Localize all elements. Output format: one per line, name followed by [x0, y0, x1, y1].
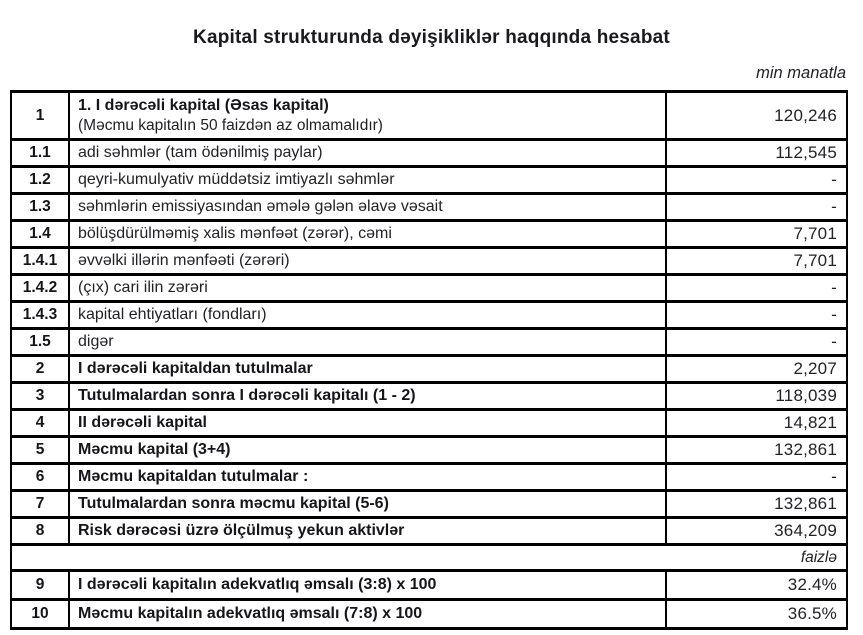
capital-structure-table	[10, 90, 848, 630]
row-number: 9	[11, 571, 69, 600]
page-title: Kapital strukturunda dəyişikliklər haqqında hesabat	[193, 27, 670, 48]
table-row	[11, 275, 847, 302]
row-number: 1.4.2	[11, 275, 69, 302]
row-label: II dərəcəli kapital	[69, 410, 666, 437]
table-row	[11, 464, 847, 491]
row-value: 36.5%	[666, 600, 847, 629]
row-value: 14,821	[666, 410, 847, 437]
row-value: 364,209	[666, 518, 847, 545]
table-row	[11, 437, 847, 464]
row-label: I dərəcəli kapitalın adekvatlıq əmsalı (3:8) x 100	[69, 571, 666, 600]
row-number: 1.4.1	[11, 248, 69, 275]
row-label: I dərəcəli kapitaldan tutulmalar	[69, 356, 666, 383]
row-label: adi səhmlər (tam ödənilmiş paylar)	[69, 140, 666, 167]
row-value: 120,246	[666, 92, 847, 140]
row-label: qeyri-kumulyativ müddətsiz imtiyazlı səhmlər	[69, 167, 666, 194]
unit-separator-row	[11, 545, 847, 571]
row-value: 132,861	[666, 437, 847, 464]
table-row	[11, 221, 847, 248]
row-number: 8	[11, 518, 69, 545]
row-number: 10	[11, 600, 69, 629]
row-label: səhmlərin emissiyasından əmələ gələn əlavə vəsait	[69, 194, 666, 221]
unit-note-percent: faizlə	[11, 545, 847, 571]
row-number: 1.3	[11, 194, 69, 221]
row-number: 1.4.3	[11, 302, 69, 329]
table-row	[11, 167, 847, 194]
table-row	[11, 518, 847, 545]
row-number: 4	[11, 410, 69, 437]
row-label	[69, 92, 666, 140]
row-number: 1	[11, 92, 69, 140]
row-value: -	[666, 302, 847, 329]
row-label: (çıx) cari ilin zərəri	[69, 275, 666, 302]
row-label: Məcmu kapitalın adekvatlıq əmsalı (7:8) x 100	[69, 600, 666, 629]
unit-note-thousand-manat: min manatla	[756, 64, 846, 82]
table-row	[11, 356, 847, 383]
table-row	[11, 410, 847, 437]
row-value: 118,039	[666, 383, 847, 410]
row-label: Tutulmalardan sonra I dərəcəli kapitalı (1 - 2)	[69, 383, 666, 410]
row-number: 3	[11, 383, 69, 410]
row-value: 7,701	[666, 221, 847, 248]
row-label: kapital ehtiyatları (fondları)	[69, 302, 666, 329]
table-row	[11, 383, 847, 410]
row-value: -	[666, 329, 847, 356]
row-label-main: 1. I dərəcəli kapital (Əsas kapital)	[78, 97, 329, 114]
row-number: 7	[11, 491, 69, 518]
capital-table-body	[11, 92, 847, 629]
table-row	[11, 194, 847, 221]
row-value: -	[666, 464, 847, 491]
row-label: əvvəlki illərin mənfəəti (zərəri)	[69, 248, 666, 275]
row-value: 132,861	[666, 491, 847, 518]
table-row	[11, 140, 847, 167]
table-row	[11, 329, 847, 356]
row-number: 1.2	[11, 167, 69, 194]
row-label: Risk dərəcəsi üzrə ölçülmuş yekun aktivlər	[69, 518, 666, 545]
table-row	[11, 92, 847, 140]
row-number: 5	[11, 437, 69, 464]
row-value: 112,545	[666, 140, 847, 167]
row-label: bölüşdürülməmiş xalis mənfəət (zərər), cəmi	[69, 221, 666, 248]
row-value: -	[666, 275, 847, 302]
table-row	[11, 491, 847, 518]
row-label: digər	[69, 329, 666, 356]
row-label: Məcmu kapitaldan tutulmalar :	[69, 464, 666, 491]
row-value: -	[666, 194, 847, 221]
row-number: 1.1	[11, 140, 69, 167]
row-label: Məcmu kapital (3+4)	[69, 437, 666, 464]
row-number: 1.4	[11, 221, 69, 248]
row-value: -	[666, 167, 847, 194]
row-number: 2	[11, 356, 69, 383]
row-label-sub: (Məcmu kapitalın 50 faizdən az olmamalıdır)	[78, 117, 383, 134]
table-row	[11, 571, 847, 600]
table-row	[11, 600, 847, 629]
row-value: 2,207	[666, 356, 847, 383]
row-value: 7,701	[666, 248, 847, 275]
table-row	[11, 302, 847, 329]
row-number: 1.5	[11, 329, 69, 356]
row-label: Tutulmalardan sonra məcmu kapital (5-6)	[69, 491, 666, 518]
row-value: 32.4%	[666, 571, 847, 600]
row-number: 6	[11, 464, 69, 491]
table-row	[11, 248, 847, 275]
